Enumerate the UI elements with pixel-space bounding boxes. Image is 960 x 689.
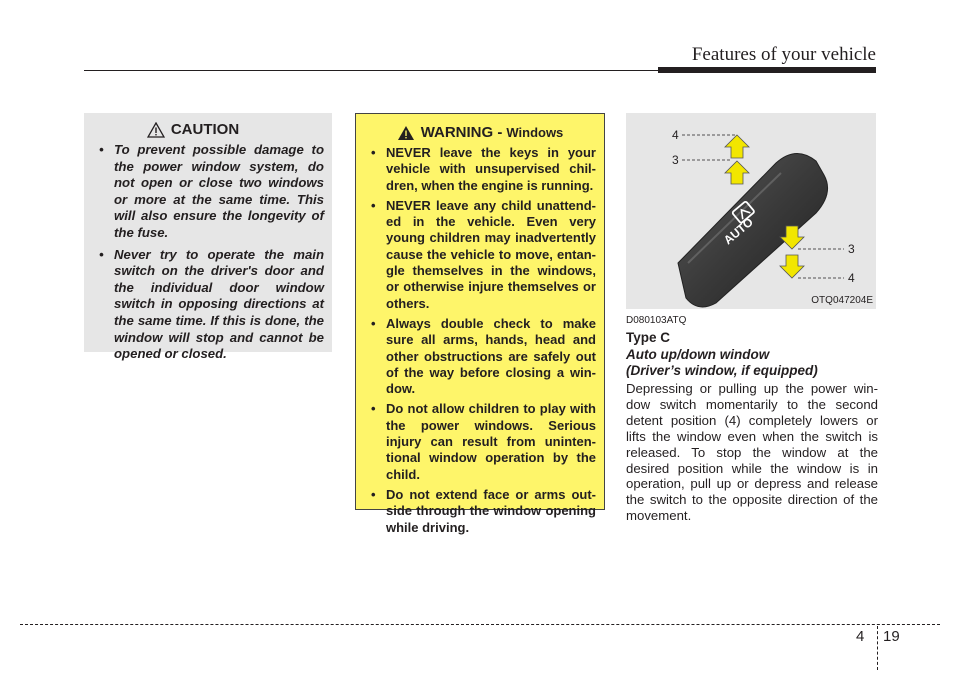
warning-box [355,113,605,535]
chapter-number: 4 [856,628,865,645]
switch-auto-label: AUTO [720,214,756,248]
warning-triangle-icon [397,125,415,141]
figure-label-lower-4: 4 [848,271,855,285]
section-subtitle-line: Auto up/down window [626,347,770,362]
figure-label-upper-4: 4 [672,128,679,142]
switch-drawing [626,113,876,309]
figure-label-upper-3: 3 [672,153,679,167]
warning-item: • NEVER leave the keys in your vehicle with unsupervised chil- dren, when the engine is running. [371,145,596,193]
reference-code: D080103ATQ [626,315,687,326]
window-switch-illustration [626,113,876,309]
caution-heading [62,121,324,138]
up-arrow-icon [725,135,749,158]
caution-title: CAUTION [170,121,240,138]
page-number: 19 [883,628,900,645]
section-body: Depressing or pulling up the power win- dow switch momentarily to the second detent position (4) completely lowers or lifts the window even when the switch is released. To stop the window at the desired position while the window is in operation, pull up or depress and release the switch to the opposite direction of the movement. [626,381,878,524]
warning-item: • Do not extend face or arms out- side through the window opening while driving. [371,486,596,535]
warning-item: • NEVER leave any child unattend- ed in the vehicle. Even very young children may inadvertently cause the vehicle to move, entan- gle themselves in the windows, or otherwise injure themselves or others. [371,197,596,311]
section-type-title: Type C [626,330,671,345]
warning-title: WARNING - [420,124,503,141]
header-rule-accent [658,67,876,73]
down-arrow-icon [780,255,804,278]
footer-page-divider [877,626,878,670]
warning-subtitle: Windows [506,125,564,140]
caution-triangle-icon [147,122,165,138]
warning-item: • Always double check to make sure all arms, hands, head and other obstructions are safely out of the way before closing a win- dow. [371,315,596,397]
footer-divider [20,624,940,625]
caution-box [84,113,332,362]
caution-item: • To prevent possible damage to the power window system, do not open or close two windows or more at the same time. This will also ensure the longevity of the fuse. [99,142,324,240]
section-subtitle [626,347,878,378]
header-title: Features of your vehicle [691,44,876,65]
warning-item: • Do not allow children to play with the power windows. Serious injury can result from uninten- tional window operation by the child. [371,401,596,482]
figure-code: OTQ047204E [811,295,873,306]
warning-heading [364,124,596,141]
figure-label-lower-3: 3 [848,242,855,256]
caution-item: • Never try to operate the main switch on the driver's door and the individual door window switch in opposing directions at the same time. If this is done, the window will stop and cannot be opened or closed. [99,246,324,362]
section-subtitle-line: (Driver’s window, if equipped) [626,362,818,378]
up-arrow-icon [725,161,749,184]
